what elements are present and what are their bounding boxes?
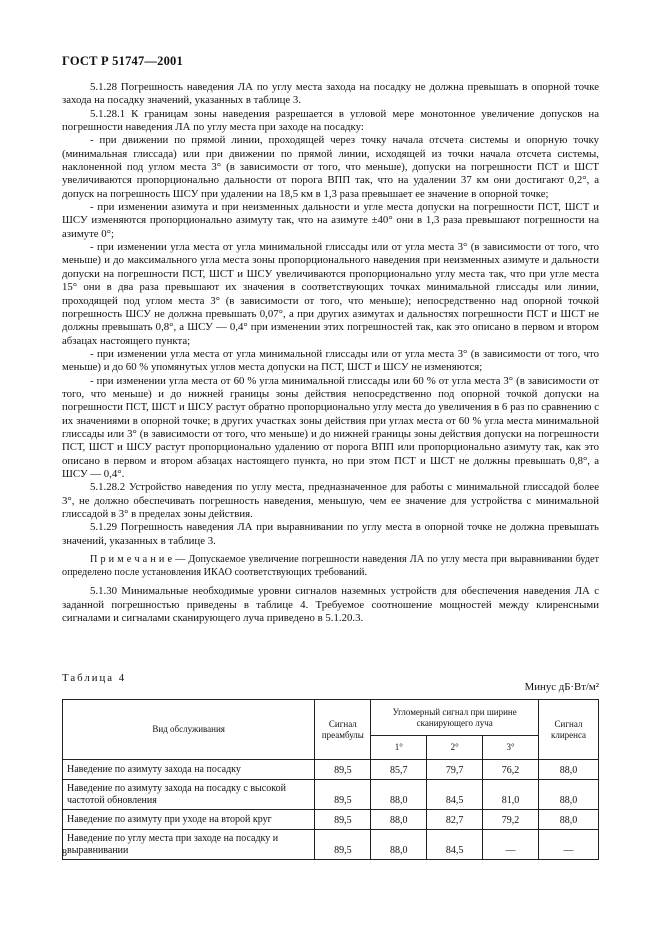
table-unit: Минус дБ·Вт/м² bbox=[524, 681, 599, 693]
cell-preamble: 89,5 bbox=[315, 810, 371, 830]
note bbox=[62, 554, 599, 579]
column-header-beam-1: 1° bbox=[371, 736, 427, 760]
paragraph-5-1-29: 5.1.29 Погрешность наведения ЛА при выравнивании по углу места в опорной точке не должна превышать значений, указанных в таблице 3. bbox=[62, 521, 599, 547]
cell-beam-3: — bbox=[483, 830, 539, 860]
page-number: 8 bbox=[62, 848, 67, 859]
list-item-elevation-increase: - при изменении угла места от угла минимальной глиссады или от угла места 3° (в зависимости от того, что меньше) и до максимального угла места зоны пропорционального наведения при неизменных азимуте и дальности допуски на погрешности ПСТ, ШСТ и ШСУ увеличиваются пропорционально углу места так, что при угле места 15° они в два раза превышают их значения в соответствующих точках минимальной глиссады или линии, проходящей под углом места 3° (в зависимости от того, что меньше); непосредственно над опорной точкой погрешность ШСУ не должна превышать 0,07°, а при других азимутах и дальностях погрешности ПСТ и ШСТ не должны превышать 0,8°, а ШСУ — 0,4° при изменении этих погрешностей так, как это описано в первом и втором абзацах настоящего пункта; bbox=[62, 241, 599, 347]
cell-service: Наведение по азимуту при уходе на второй круг bbox=[63, 810, 315, 830]
cell-beam-3: 81,0 bbox=[483, 780, 539, 810]
column-header-beam-2: 2° bbox=[427, 736, 483, 760]
cell-beam-1: 88,0 bbox=[371, 810, 427, 830]
cell-preamble: 89,5 bbox=[315, 760, 371, 780]
table-row bbox=[63, 830, 599, 860]
column-header-clearance: Сигнал клиренса bbox=[539, 700, 599, 760]
paragraph-5-1-28-2: 5.1.28.2 Устройство наведения по углу места, предназначенное для работы с минимальной глиссадой более 3°, не должно обеспечивать погрешность наведения, меньшую, чем ее значение для устройства с минимальной глиссадой в 3° в пределах зоны действия. bbox=[62, 481, 599, 520]
page-header: ГОСТ Р 51747—2001 bbox=[62, 54, 183, 68]
cell-beam-2: 82,7 bbox=[427, 810, 483, 830]
cell-preamble: 89,5 bbox=[315, 830, 371, 860]
paragraph-5-1-28: 5.1.28 Погрешность наведения ЛА по углу места захода на посадку не должна превышать в опорной точке захода на посадку значений, указанных в таблице 3. bbox=[62, 81, 599, 107]
cell-beam-1: 85,7 bbox=[371, 760, 427, 780]
cell-beam-1: 88,0 bbox=[371, 830, 427, 860]
column-header-preamble: Сигнал преамбулы bbox=[315, 700, 371, 760]
cell-service: Наведение по азимуту захода на посадку bbox=[63, 760, 315, 780]
cell-beam-2: 84,5 bbox=[427, 780, 483, 810]
cell-preamble: 89,5 bbox=[315, 780, 371, 810]
column-header-service: Вид обслуживания bbox=[63, 700, 315, 760]
table-row bbox=[63, 760, 599, 780]
cell-clearance: 88,0 bbox=[539, 760, 599, 780]
cell-service: Наведение по углу места при заходе на посадку и выравнивании bbox=[63, 830, 315, 860]
table-title: Таблица 4 bbox=[62, 672, 127, 684]
paragraph-5-1-30: 5.1.30 Минимальные необходимые уровни сигналов наземных устройств для обеспечения наведения ЛА с заданной погрешностью приведены в таблице 4. Требуемое соотношение мощностей между клиренсными сигналами и сигналами сканирующего луча приведено в 5.1.20.3. bbox=[62, 585, 599, 624]
table-row bbox=[63, 810, 599, 830]
document-body bbox=[62, 81, 599, 625]
cell-clearance: 88,0 bbox=[539, 780, 599, 810]
signal-levels-table bbox=[62, 699, 599, 860]
list-item-elevation-below-60: - при изменении угла места от 60 % угла минимальной глиссады или 60 % от угла места 3° (в зависимости от того, что меньше) и до нижней границы зоны действия непосредственно под опорной точкой допуски на погрешности ПСТ, ШСТ и ШСУ растут обратно пропорционально углу места до увеличения в 6 раз по сравнению с их значениями в опорной точке; в других участках зоны действия при углах места от 60 % угла места минимальной глиссады или 3° (в зависимости от того, что меньше) и до нижней границы зоны действия допуски на погрешности ПСТ, ШСТ и ШСУ растут пропорционально удалению от порога ВПП или пропорционально азимуту так, как это описано в первом и втором абзацах настоящего пункта, но при этом ПСТ и ШСТ не должны превышать 0,8°, а ШСУ — 0,4°. bbox=[62, 374, 599, 480]
list-item-azimuth-change: - при изменении азимута и при неизменных дальности и угле места допуски на погрешности ПСТ, ШСТ и ШСУ изменяются пропорционально азимуту так, что на азимуте ±40° они в 1,3 раза превышают погрешности на азимуте 0°; bbox=[62, 201, 599, 240]
list-item-elevation-60-percent: - при изменении угла места от угла минимальной глиссады или от угла места 3° (в зависимости от того, что меньше) и до 60 % упомянутых углов места допуски на ПСТ, ШСТ и ШСУ не изменяются; bbox=[62, 347, 599, 374]
cell-service: Наведение по азимуту захода на посадку с высокой частотой обновления bbox=[63, 780, 315, 810]
cell-beam-3: 79,2 bbox=[483, 810, 539, 830]
cell-beam-3: 76,2 bbox=[483, 760, 539, 780]
cell-clearance: — bbox=[539, 830, 599, 860]
cell-beam-2: 79,7 bbox=[427, 760, 483, 780]
column-header-beam-3: 3° bbox=[483, 736, 539, 760]
table-row bbox=[63, 780, 599, 810]
cell-beam-2: 84,5 bbox=[427, 830, 483, 860]
cell-clearance: 88,0 bbox=[539, 810, 599, 830]
cell-beam-1: 88,0 bbox=[371, 780, 427, 810]
column-header-scan-group: Угломерный сигнал при ширине сканирующего луча bbox=[371, 700, 539, 736]
paragraph-5-1-28-1: 5.1.28.1 К границам зоны наведения разрешается в угловой мере монотонное увеличение допусков на погрешности наведения ЛА по углу места при заходе на посадку: bbox=[62, 107, 599, 134]
note-label: П р и м е ч а н и е bbox=[90, 554, 172, 566]
list-item-straight-line: - при движении по прямой линии, проходящей через точку начала отсчета системы и опорную точку (минимальная глиссада) или при движении по прямой линии, исходящей из точки начала отсчета системы, наклоненной под углом места 3° (в зависимости от того, что меньше), допуски на погрешности ПСТ и ШСТ увеличиваются пропорционально дальности от порога ВПП так, что на удалении 37 км они достигают 0,2°, а допуск на погрешность ШСУ при удалении на 18,5 км в 1,3 раза превышает ее значение в опорной точке; bbox=[62, 134, 599, 200]
note-text: — Допускаемое увеличение погрешности наведения ЛА по углу места при выравнивании будет определено после установления ИКАО соответствующих требований. bbox=[62, 554, 599, 578]
